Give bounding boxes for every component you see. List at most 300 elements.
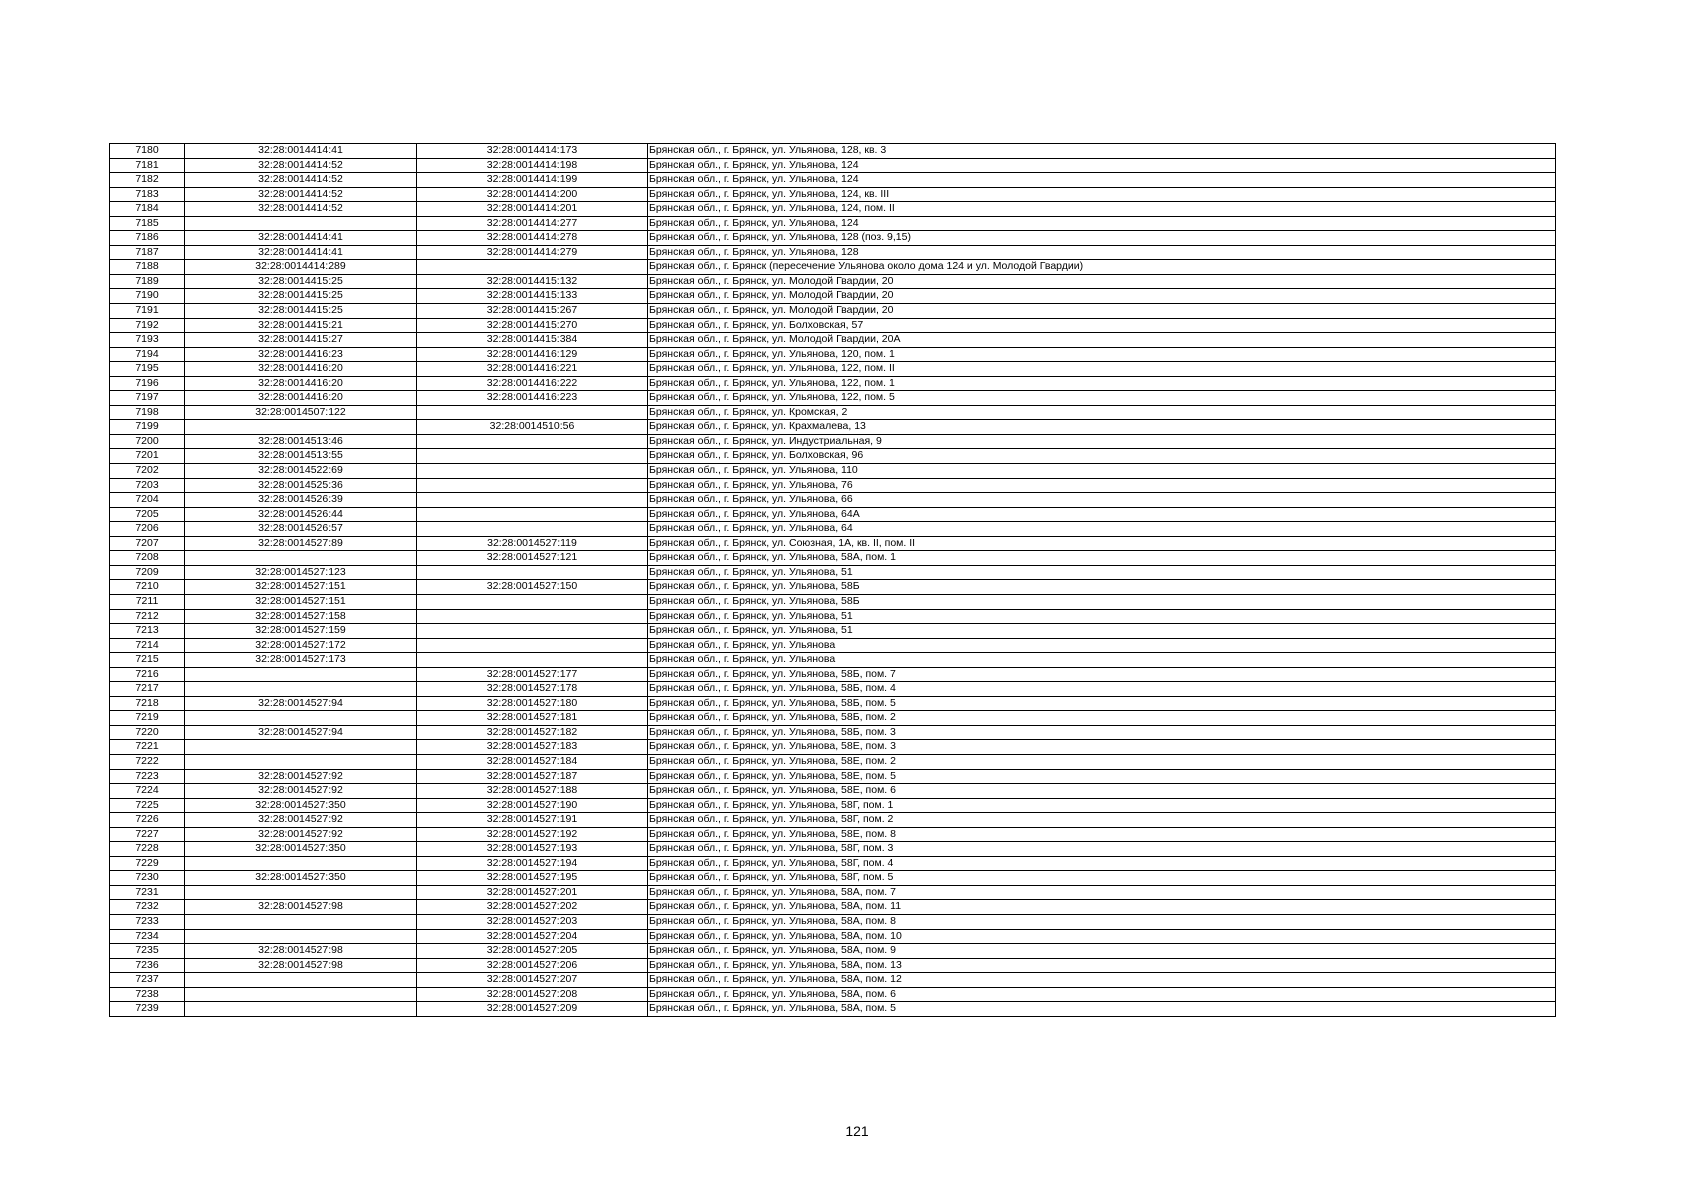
row-number-cell: 7225 <box>110 798 185 813</box>
parent-cadastral-number-cell: 32:28:0014513:46 <box>185 434 417 449</box>
table-row <box>110 973 1556 988</box>
cadastral-number-cell: 32:28:0014527:121 <box>417 551 648 566</box>
address-cell: Брянская обл., г. Брянск, ул. Молодой Гвардии, 20 <box>648 289 1556 304</box>
cadastral-number-cell <box>417 522 648 537</box>
address-cell: Брянская обл., г. Брянск, ул. Ульянова, 122, пом. II <box>648 362 1556 377</box>
table-row <box>110 333 1556 348</box>
parent-cadastral-number-cell <box>185 667 417 682</box>
cadastral-number-cell: 32:28:0014527:182 <box>417 725 648 740</box>
row-number-cell: 7206 <box>110 522 185 537</box>
address-cell: Брянская обл., г. Брянск, ул. Ульянова, 110 <box>648 464 1556 479</box>
table-row <box>110 754 1556 769</box>
parent-cadastral-number-cell: 32:28:0014527:151 <box>185 580 417 595</box>
cadastral-number-cell <box>417 434 648 449</box>
parent-cadastral-number-cell: 32:28:0014527:173 <box>185 653 417 668</box>
table-row <box>110 711 1556 726</box>
address-cell: Брянская обл., г. Брянск, ул. Ульянова, 58Б <box>648 580 1556 595</box>
parent-cadastral-number-cell <box>185 216 417 231</box>
address-cell: Брянская обл., г. Брянск, ул. Ульянова, 64 <box>648 522 1556 537</box>
parent-cadastral-number-cell <box>185 929 417 944</box>
row-number-cell: 7207 <box>110 536 185 551</box>
cadastral-number-cell <box>417 464 648 479</box>
parent-cadastral-number-cell: 32:28:0014416:20 <box>185 391 417 406</box>
row-number-cell: 7235 <box>110 944 185 959</box>
table-row <box>110 638 1556 653</box>
address-cell: Брянская обл., г. Брянск, ул. Ульянова, 58Е, пом. 2 <box>648 754 1556 769</box>
parent-cadastral-number-cell: 32:28:0014416:23 <box>185 347 417 362</box>
row-number-cell: 7201 <box>110 449 185 464</box>
parent-cadastral-number-cell: 32:28:0014415:27 <box>185 333 417 348</box>
cadastral-number-cell: 32:28:0014527:195 <box>417 871 648 886</box>
address-cell: Брянская обл., г. Брянск, ул. Болховская, 96 <box>648 449 1556 464</box>
table-row <box>110 391 1556 406</box>
cadastral-number-cell: 32:28:0014415:133 <box>417 289 648 304</box>
address-cell: Брянская обл., г. Брянск, ул. Кромская, 2 <box>648 405 1556 420</box>
table-row <box>110 158 1556 173</box>
row-number-cell: 7231 <box>110 885 185 900</box>
cadastral-number-cell: 32:28:0014527:209 <box>417 1002 648 1017</box>
table-row <box>110 464 1556 479</box>
table-row <box>110 173 1556 188</box>
parent-cadastral-number-cell <box>185 740 417 755</box>
parent-cadastral-number-cell: 32:28:0014527:159 <box>185 624 417 639</box>
table-row <box>110 289 1556 304</box>
table-row <box>110 944 1556 959</box>
cadastral-number-cell: 32:28:0014416:223 <box>417 391 648 406</box>
table-row <box>110 769 1556 784</box>
parent-cadastral-number-cell: 32:28:0014527:94 <box>185 696 417 711</box>
parent-cadastral-number-cell: 32:28:0014527:92 <box>185 784 417 799</box>
address-cell: Брянская обл., г. Брянск, ул. Ульянова, 58А, пом. 6 <box>648 987 1556 1002</box>
cadastral-number-cell: 32:28:0014527:181 <box>417 711 648 726</box>
address-cell: Брянская обл., г. Брянск, ул. Молодой Гвардии, 20 <box>648 304 1556 319</box>
table-row <box>110 929 1556 944</box>
table-row <box>110 245 1556 260</box>
address-cell: Брянская обл., г. Брянск, ул. Ульянова, 58А, пом. 5 <box>648 1002 1556 1017</box>
row-number-cell: 7210 <box>110 580 185 595</box>
row-number-cell: 7198 <box>110 405 185 420</box>
row-number-cell: 7236 <box>110 958 185 973</box>
address-cell: Брянская обл., г. Брянск, ул. Молодой Гвардии, 20А <box>648 333 1556 348</box>
address-cell: Брянская обл., г. Брянск, ул. Ульянова, 58Г, пом. 4 <box>648 856 1556 871</box>
row-number-cell: 7190 <box>110 289 185 304</box>
row-number-cell: 7224 <box>110 784 185 799</box>
address-cell: Брянская обл., г. Брянск, ул. Ульянова, 128 <box>648 245 1556 260</box>
parent-cadastral-number-cell: 32:28:0014507:122 <box>185 405 417 420</box>
row-number-cell: 7220 <box>110 725 185 740</box>
row-number-cell: 7187 <box>110 245 185 260</box>
address-cell: Брянская обл., г. Брянск, ул. Ульянова, 58Е, пом. 5 <box>648 769 1556 784</box>
table-row <box>110 420 1556 435</box>
table-row <box>110 885 1556 900</box>
address-cell: Брянская обл., г. Брянск, ул. Крахмалева, 13 <box>648 420 1556 435</box>
address-cell: Брянская обл., г. Брянск, ул. Ульянова, 58Б <box>648 594 1556 609</box>
address-cell: Брянская обл., г. Брянск, ул. Ульянова, 58А, пом. 7 <box>648 885 1556 900</box>
parent-cadastral-number-cell: 32:28:0014415:25 <box>185 274 417 289</box>
row-number-cell: 7217 <box>110 682 185 697</box>
parent-cadastral-number-cell <box>185 711 417 726</box>
row-number-cell: 7229 <box>110 856 185 871</box>
parent-cadastral-number-cell <box>185 973 417 988</box>
address-cell: Брянская обл., г. Брянск, ул. Ульянова <box>648 638 1556 653</box>
row-number-cell: 7191 <box>110 304 185 319</box>
address-cell: Брянская обл., г. Брянск, ул. Ульянова, 51 <box>648 624 1556 639</box>
parent-cadastral-number-cell: 32:28:0014527:98 <box>185 900 417 915</box>
cadastral-number-cell: 32:28:0014527:202 <box>417 900 648 915</box>
row-number-cell: 7204 <box>110 493 185 508</box>
cadastral-number-cell <box>417 493 648 508</box>
cadastral-number-cell: 32:28:0014414:201 <box>417 202 648 217</box>
parent-cadastral-number-cell: 32:28:0014414:41 <box>185 245 417 260</box>
row-number-cell: 7180 <box>110 144 185 159</box>
table-row <box>110 813 1556 828</box>
row-number-cell: 7208 <box>110 551 185 566</box>
cadastral-number-cell: 32:28:0014415:384 <box>417 333 648 348</box>
row-number-cell: 7181 <box>110 158 185 173</box>
address-cell: Брянская обл., г. Брянск, ул. Ульянова, 58А, пом. 13 <box>648 958 1556 973</box>
parent-cadastral-number-cell: 32:28:0014526:44 <box>185 507 417 522</box>
cadastral-number-cell: 32:28:0014527:184 <box>417 754 648 769</box>
cadastral-number-cell: 32:28:0014527:178 <box>417 682 648 697</box>
cadastral-number-cell: 32:28:0014527:150 <box>417 580 648 595</box>
parent-cadastral-number-cell: 32:28:0014414:52 <box>185 202 417 217</box>
row-number-cell: 7213 <box>110 624 185 639</box>
table-row <box>110 958 1556 973</box>
parent-cadastral-number-cell: 32:28:0014527:350 <box>185 798 417 813</box>
cadastral-number-cell <box>417 594 648 609</box>
cadastral-number-cell: 32:28:0014416:221 <box>417 362 648 377</box>
cadastral-number-cell: 32:28:0014415:267 <box>417 304 648 319</box>
address-cell: Брянская обл., г. Брянск, ул. Болховская, 57 <box>648 318 1556 333</box>
cadastral-number-cell: 32:28:0014414:278 <box>417 231 648 246</box>
address-cell: Брянская обл., г. Брянск, ул. Ульянова, 124 <box>648 216 1556 231</box>
row-number-cell: 7214 <box>110 638 185 653</box>
table-row <box>110 318 1556 333</box>
address-cell: Брянская обл., г. Брянск, ул. Ульянова, 58Е, пом. 8 <box>648 827 1556 842</box>
table-row <box>110 594 1556 609</box>
address-cell: Брянская обл., г. Брянск, ул. Ульянова, 64А <box>648 507 1556 522</box>
table-row <box>110 187 1556 202</box>
address-cell: Брянская обл., г. Брянск, ул. Ульянова, 58Б, пом. 3 <box>648 725 1556 740</box>
parent-cadastral-number-cell: 32:28:0014527:89 <box>185 536 417 551</box>
parent-cadastral-number-cell: 32:28:0014526:57 <box>185 522 417 537</box>
table-row <box>110 347 1556 362</box>
table-row <box>110 682 1556 697</box>
table-row <box>110 376 1556 391</box>
address-cell: Брянская обл., г. Брянск, ул. Молодой Гвардии, 20 <box>648 274 1556 289</box>
row-number-cell: 7186 <box>110 231 185 246</box>
parent-cadastral-number-cell: 32:28:0014416:20 <box>185 362 417 377</box>
row-number-cell: 7188 <box>110 260 185 275</box>
cadastral-number-cell: 32:28:0014414:199 <box>417 173 648 188</box>
cadastral-number-cell <box>417 638 648 653</box>
cadastral-number-cell: 32:28:0014527:194 <box>417 856 648 871</box>
parent-cadastral-number-cell <box>185 987 417 1002</box>
row-number-cell: 7189 <box>110 274 185 289</box>
parent-cadastral-number-cell <box>185 1002 417 1017</box>
cadastral-number-cell: 32:28:0014415:270 <box>417 318 648 333</box>
cadastral-number-cell: 32:28:0014527:180 <box>417 696 648 711</box>
parent-cadastral-number-cell: 32:28:0014414:52 <box>185 158 417 173</box>
address-cell: Брянская обл., г. Брянск, ул. Ульянова, 58Б, пом. 2 <box>648 711 1556 726</box>
row-number-cell: 7228 <box>110 842 185 857</box>
table-row <box>110 609 1556 624</box>
table-row <box>110 449 1556 464</box>
row-number-cell: 7211 <box>110 594 185 609</box>
address-cell: Брянская обл., г. Брянск, ул. Ульянова, 122, пом. 1 <box>648 376 1556 391</box>
table-row <box>110 798 1556 813</box>
parent-cadastral-number-cell: 32:28:0014527:151 <box>185 594 417 609</box>
parent-cadastral-number-cell: 32:28:0014415:21 <box>185 318 417 333</box>
address-cell: Брянская обл., г. Брянск, ул. Ульянова <box>648 653 1556 668</box>
address-cell: Брянская обл., г. Брянск, ул. Ульянова, 58Г, пом. 5 <box>648 871 1556 886</box>
address-cell: Брянская обл., г. Брянск, ул. Ульянова, 76 <box>648 478 1556 493</box>
row-number-cell: 7209 <box>110 565 185 580</box>
row-number-cell: 7195 <box>110 362 185 377</box>
table-row <box>110 493 1556 508</box>
parent-cadastral-number-cell: 32:28:0014414:41 <box>185 231 417 246</box>
address-cell: Брянская обл., г. Брянск, ул. Ульянова, 58А, пом. 10 <box>648 929 1556 944</box>
cadastral-number-cell: 32:28:0014414:198 <box>417 158 648 173</box>
table-row <box>110 900 1556 915</box>
address-cell: Брянская обл., г. Брянск, ул. Ульянова, 58А, пом. 12 <box>648 973 1556 988</box>
address-cell: Брянская обл., г. Брянск, ул. Ульянова, 122, пом. 5 <box>648 391 1556 406</box>
table-row <box>110 304 1556 319</box>
table-row <box>110 871 1556 886</box>
address-cell: Брянская обл., г. Брянск, ул. Ульянова, 58Б, пом. 7 <box>648 667 1556 682</box>
parent-cadastral-number-cell <box>185 754 417 769</box>
parent-cadastral-number-cell: 32:28:0014527:172 <box>185 638 417 653</box>
parent-cadastral-number-cell: 32:28:0014414:289 <box>185 260 417 275</box>
table-row <box>110 653 1556 668</box>
cadastral-number-cell: 32:28:0014527:208 <box>417 987 648 1002</box>
cadastral-number-cell: 32:28:0014527:119 <box>417 536 648 551</box>
address-cell: Брянская обл., г. Брянск (пересечение Ульянова около дома 124 и ул. Молодой Гвардии) <box>648 260 1556 275</box>
parent-cadastral-number-cell <box>185 682 417 697</box>
row-number-cell: 7192 <box>110 318 185 333</box>
row-number-cell: 7227 <box>110 827 185 842</box>
table-row <box>110 914 1556 929</box>
address-cell: Брянская обл., г. Брянск, ул. Ульянова, 124 <box>648 173 1556 188</box>
parent-cadastral-number-cell <box>185 551 417 566</box>
registry-table <box>109 143 1556 1017</box>
table-row <box>110 434 1556 449</box>
address-cell: Брянская обл., г. Брянск, ул. Ульянова, 58Е, пом. 6 <box>648 784 1556 799</box>
row-number-cell: 7223 <box>110 769 185 784</box>
address-cell: Брянская обл., г. Брянск, ул. Союзная, 1А, кв. II, пом. II <box>648 536 1556 551</box>
address-cell: Брянская обл., г. Брянск, ул. Ульянова, 58Г, пом. 3 <box>648 842 1556 857</box>
table-row <box>110 405 1556 420</box>
table-row <box>110 216 1556 231</box>
address-cell: Брянская обл., г. Брянск, ул. Ульянова, 120, пом. 1 <box>648 347 1556 362</box>
table-row <box>110 725 1556 740</box>
parent-cadastral-number-cell: 32:28:0014414:52 <box>185 173 417 188</box>
table-row <box>110 784 1556 799</box>
cadastral-number-cell: 32:28:0014414:200 <box>417 187 648 202</box>
parent-cadastral-number-cell: 32:28:0014527:92 <box>185 813 417 828</box>
row-number-cell: 7215 <box>110 653 185 668</box>
address-cell: Брянская обл., г. Брянск, ул. Ульянова, 128 (поз. 9,15) <box>648 231 1556 246</box>
table-row <box>110 856 1556 871</box>
table-row <box>110 987 1556 1002</box>
cadastral-number-cell: 32:28:0014527:193 <box>417 842 648 857</box>
cadastral-number-cell: 32:28:0014527:191 <box>417 813 648 828</box>
cadastral-number-cell <box>417 609 648 624</box>
cadastral-number-cell: 32:28:0014414:173 <box>417 144 648 159</box>
parent-cadastral-number-cell: 32:28:0014527:94 <box>185 725 417 740</box>
table-row <box>110 522 1556 537</box>
parent-cadastral-number-cell: 32:28:0014414:52 <box>185 187 417 202</box>
cadastral-number-cell <box>417 449 648 464</box>
address-cell: Брянская обл., г. Брянск, ул. Индустриальная, 9 <box>648 434 1556 449</box>
parent-cadastral-number-cell: 32:28:0014527:98 <box>185 944 417 959</box>
table-row <box>110 507 1556 522</box>
row-number-cell: 7239 <box>110 1002 185 1017</box>
cadastral-number-cell: 32:28:0014527:201 <box>417 885 648 900</box>
cadastral-number-cell: 32:28:0014527:206 <box>417 958 648 973</box>
parent-cadastral-number-cell: 32:28:0014414:41 <box>185 144 417 159</box>
cadastral-number-cell: 32:28:0014527:205 <box>417 944 648 959</box>
row-number-cell: 7183 <box>110 187 185 202</box>
registry-sheet <box>109 143 1555 1017</box>
row-number-cell: 7197 <box>110 391 185 406</box>
row-number-cell: 7194 <box>110 347 185 362</box>
row-number-cell: 7233 <box>110 914 185 929</box>
address-cell: Брянская обл., г. Брянск, ул. Ульянова, 51 <box>648 609 1556 624</box>
row-number-cell: 7203 <box>110 478 185 493</box>
address-cell: Брянская обл., г. Брянск, ул. Ульянова, 58А, пом. 11 <box>648 900 1556 915</box>
cadastral-number-cell: 32:28:0014527:183 <box>417 740 648 755</box>
table-row <box>110 274 1556 289</box>
parent-cadastral-number-cell: 32:28:0014527:92 <box>185 769 417 784</box>
table-row <box>110 1002 1556 1017</box>
parent-cadastral-number-cell: 32:28:0014526:39 <box>185 493 417 508</box>
row-number-cell: 7216 <box>110 667 185 682</box>
cadastral-number-cell: 32:28:0014527:203 <box>417 914 648 929</box>
parent-cadastral-number-cell <box>185 420 417 435</box>
parent-cadastral-number-cell: 32:28:0014416:20 <box>185 376 417 391</box>
address-cell: Брянская обл., г. Брянск, ул. Ульянова, 58А, пом. 9 <box>648 944 1556 959</box>
address-cell: Брянская обл., г. Брянск, ул. Ульянова, 58А, пом. 8 <box>648 914 1556 929</box>
table-row <box>110 536 1556 551</box>
parent-cadastral-number-cell: 32:28:0014527:123 <box>185 565 417 580</box>
row-number-cell: 7199 <box>110 420 185 435</box>
row-number-cell: 7185 <box>110 216 185 231</box>
row-number-cell: 7196 <box>110 376 185 391</box>
row-number-cell: 7234 <box>110 929 185 944</box>
parent-cadastral-number-cell: 32:28:0014525:36 <box>185 478 417 493</box>
row-number-cell: 7218 <box>110 696 185 711</box>
address-cell: Брянская обл., г. Брянск, ул. Ульянова, 124, кв. III <box>648 187 1556 202</box>
table-row <box>110 362 1556 377</box>
parent-cadastral-number-cell: 32:28:0014415:25 <box>185 304 417 319</box>
address-cell: Брянская обл., г. Брянск, ул. Ульянова, 58Г, пом. 2 <box>648 813 1556 828</box>
row-number-cell: 7205 <box>110 507 185 522</box>
cadastral-number-cell <box>417 405 648 420</box>
table-row <box>110 202 1556 217</box>
cadastral-number-cell: 32:28:0014414:279 <box>417 245 648 260</box>
cadastral-number-cell: 32:28:0014415:132 <box>417 274 648 289</box>
cadastral-number-cell: 32:28:0014414:277 <box>417 216 648 231</box>
table-row <box>110 827 1556 842</box>
row-number-cell: 7221 <box>110 740 185 755</box>
row-number-cell: 7230 <box>110 871 185 886</box>
row-number-cell: 7184 <box>110 202 185 217</box>
row-number-cell: 7232 <box>110 900 185 915</box>
cadastral-number-cell: 32:28:0014527:204 <box>417 929 648 944</box>
parent-cadastral-number-cell: 32:28:0014527:350 <box>185 871 417 886</box>
address-cell: Брянская обл., г. Брянск, ул. Ульянова, 58Б, пом. 4 <box>648 682 1556 697</box>
parent-cadastral-number-cell: 32:28:0014513:55 <box>185 449 417 464</box>
row-number-cell: 7200 <box>110 434 185 449</box>
parent-cadastral-number-cell <box>185 914 417 929</box>
parent-cadastral-number-cell: 32:28:0014522:69 <box>185 464 417 479</box>
row-number-cell: 7237 <box>110 973 185 988</box>
cadastral-number-cell: 32:28:0014527:187 <box>417 769 648 784</box>
address-cell: Брянская обл., г. Брянск, ул. Ульянова, 58Г, пом. 1 <box>648 798 1556 813</box>
table-row <box>110 144 1556 159</box>
parent-cadastral-number-cell <box>185 856 417 871</box>
row-number-cell: 7238 <box>110 987 185 1002</box>
table-row <box>110 667 1556 682</box>
address-cell: Брянская обл., г. Брянск, ул. Ульянова, 128, кв. 3 <box>648 144 1556 159</box>
parent-cadastral-number-cell: 32:28:0014527:92 <box>185 827 417 842</box>
cadastral-number-cell <box>417 653 648 668</box>
table-row <box>110 231 1556 246</box>
row-number-cell: 7226 <box>110 813 185 828</box>
address-cell: Брянская обл., г. Брянск, ул. Ульянова, 58А, пом. 1 <box>648 551 1556 566</box>
address-cell: Брянская обл., г. Брянск, ул. Ульянова, 66 <box>648 493 1556 508</box>
table-row <box>110 565 1556 580</box>
table-row <box>110 478 1556 493</box>
table-row <box>110 624 1556 639</box>
address-cell: Брянская обл., г. Брянск, ул. Ульянова, 124, пом. II <box>648 202 1556 217</box>
cadastral-number-cell: 32:28:0014527:207 <box>417 973 648 988</box>
registry-table-body <box>110 144 1556 1017</box>
cadastral-number-cell <box>417 565 648 580</box>
address-cell: Брянская обл., г. Брянск, ул. Ульянова, 58Б, пом. 5 <box>648 696 1556 711</box>
row-number-cell: 7219 <box>110 711 185 726</box>
cadastral-number-cell: 32:28:0014416:129 <box>417 347 648 362</box>
row-number-cell: 7212 <box>110 609 185 624</box>
table-row <box>110 696 1556 711</box>
table-row <box>110 842 1556 857</box>
cadastral-number-cell: 32:28:0014527:190 <box>417 798 648 813</box>
table-row <box>110 740 1556 755</box>
address-cell: Брянская обл., г. Брянск, ул. Ульянова, 51 <box>648 565 1556 580</box>
row-number-cell: 7193 <box>110 333 185 348</box>
parent-cadastral-number-cell: 32:28:0014527:350 <box>185 842 417 857</box>
table-row <box>110 580 1556 595</box>
row-number-cell: 7182 <box>110 173 185 188</box>
table-row <box>110 551 1556 566</box>
cadastral-number-cell <box>417 478 648 493</box>
row-number-cell: 7202 <box>110 464 185 479</box>
row-number-cell: 7222 <box>110 754 185 769</box>
parent-cadastral-number-cell: 32:28:0014527:98 <box>185 958 417 973</box>
address-cell: Брянская обл., г. Брянск, ул. Ульянова, 58Е, пом. 3 <box>648 740 1556 755</box>
table-row <box>110 260 1556 275</box>
parent-cadastral-number-cell <box>185 885 417 900</box>
cadastral-number-cell <box>417 260 648 275</box>
cadastral-number-cell: 32:28:0014527:188 <box>417 784 648 799</box>
cadastral-number-cell: 32:28:0014527:192 <box>417 827 648 842</box>
cadastral-number-cell <box>417 624 648 639</box>
address-cell: Брянская обл., г. Брянск, ул. Ульянова, 124 <box>648 158 1556 173</box>
parent-cadastral-number-cell: 32:28:0014527:158 <box>185 609 417 624</box>
cadastral-number-cell <box>417 507 648 522</box>
cadastral-number-cell: 32:28:0014416:222 <box>417 376 648 391</box>
